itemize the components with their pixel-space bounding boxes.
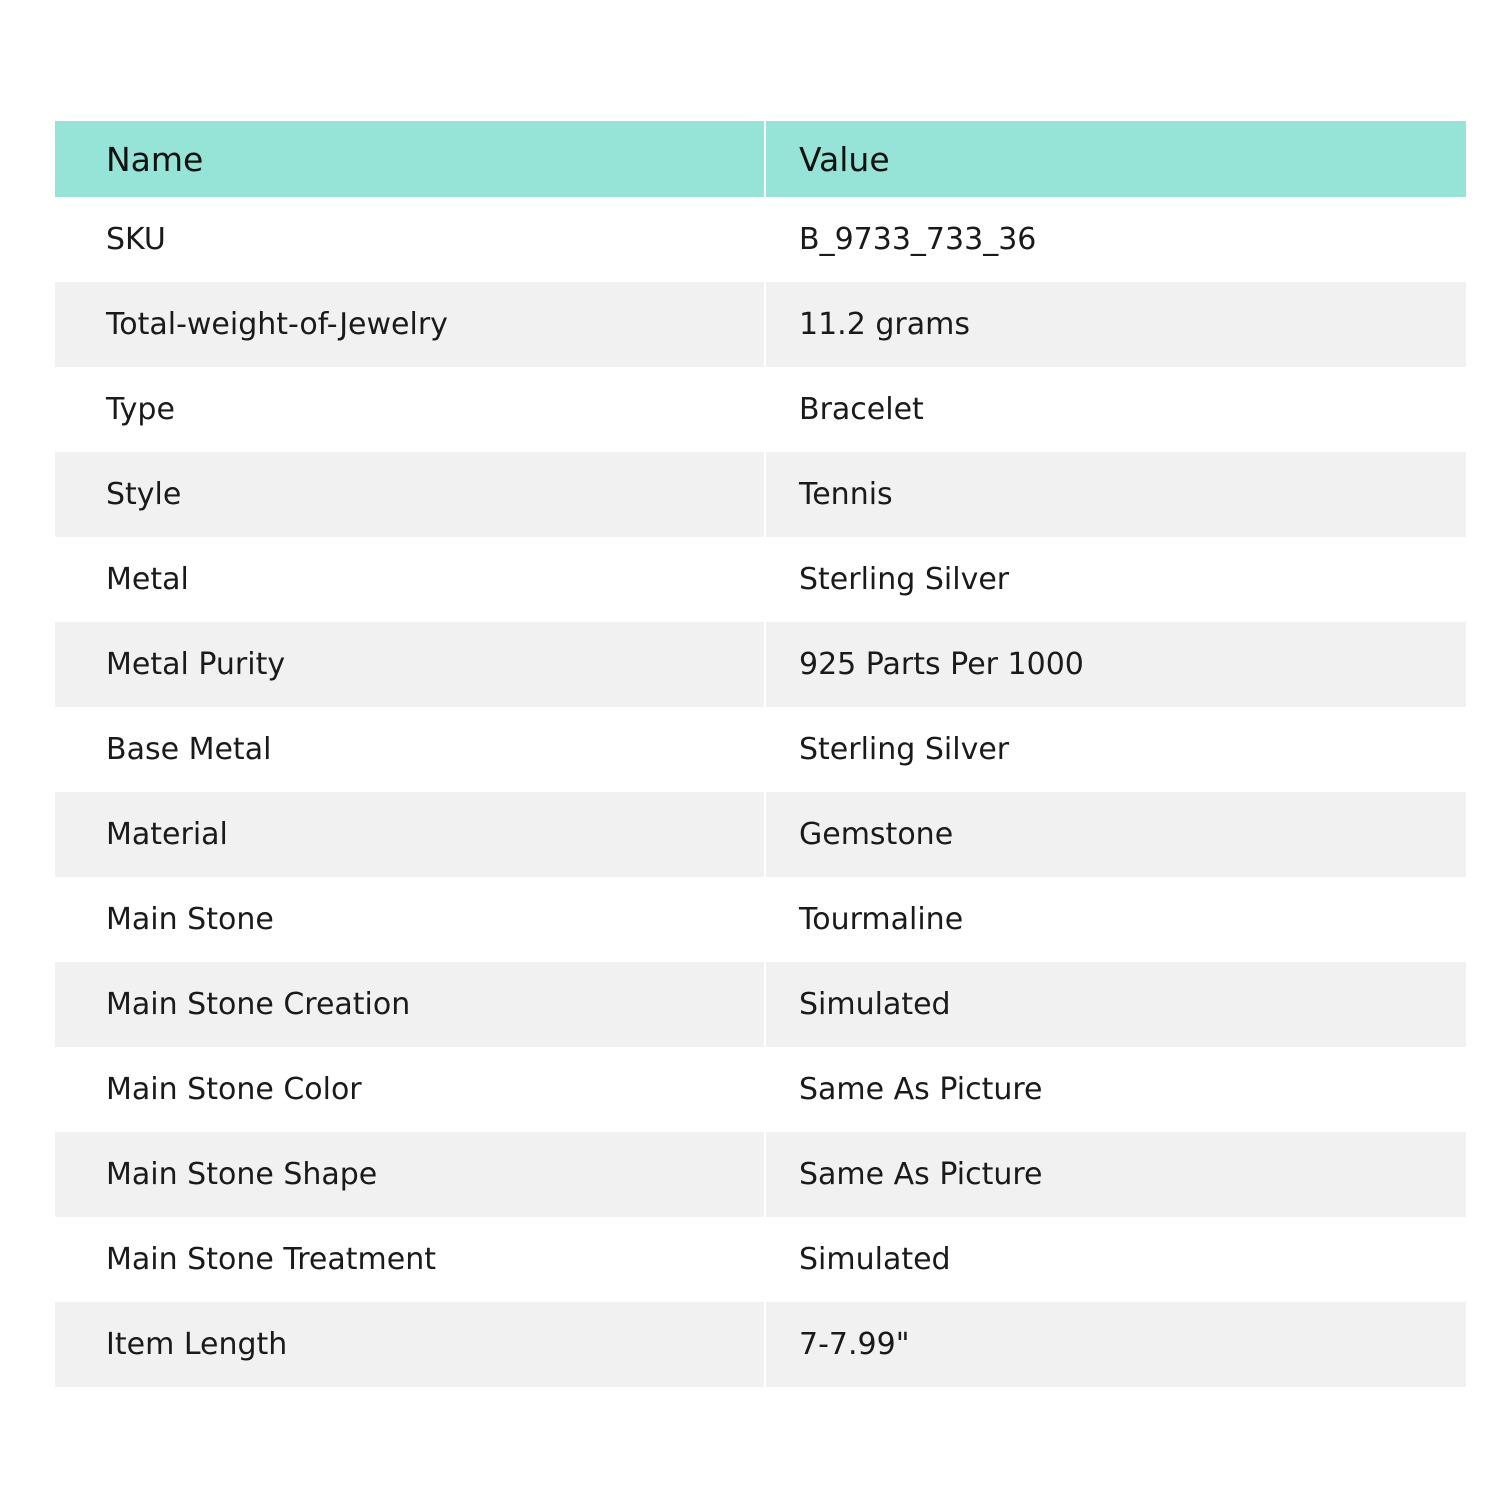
cell-name: Type xyxy=(55,367,766,452)
cell-value: Simulated xyxy=(799,1242,951,1277)
column-header-value: Value xyxy=(799,139,890,179)
table-row xyxy=(55,622,1466,707)
cell-name: Base Metal xyxy=(55,707,766,792)
table-header-row xyxy=(55,121,1466,197)
cell-value: 11.2 grams xyxy=(799,307,970,342)
cell-name: Metal xyxy=(55,537,766,622)
cell-value: Sterling Silver xyxy=(799,732,1010,767)
table-row xyxy=(55,1047,1466,1132)
cell-value: Sterling Silver xyxy=(799,562,1010,597)
cell-name: Total-weight-of-Jewelry xyxy=(55,282,766,367)
cell-name: SKU xyxy=(55,197,766,282)
table-row xyxy=(55,1217,1466,1302)
cell-value: Simulated xyxy=(799,987,951,1022)
cell-value: Gemstone xyxy=(799,817,954,852)
cell-name: Metal Purity xyxy=(55,622,766,707)
table-row xyxy=(55,367,1466,452)
cell-name: Item Length xyxy=(55,1302,766,1387)
cell-value: Bracelet xyxy=(799,392,924,427)
table-row xyxy=(55,537,1466,622)
table-body xyxy=(55,197,1466,1387)
table-row xyxy=(55,282,1466,367)
cell-name: Style xyxy=(55,452,766,537)
cell-value: Tourmaline xyxy=(799,902,964,937)
cell-name: Main Stone Creation xyxy=(55,962,766,1047)
specification-table xyxy=(55,121,1466,1387)
cell-value: 925 Parts Per 1000 xyxy=(799,647,1084,682)
cell-value: Tennis xyxy=(799,477,893,512)
table-row xyxy=(55,1302,1466,1387)
cell-name: Main Stone xyxy=(55,877,766,962)
cell-value: Same As Picture xyxy=(799,1157,1043,1192)
table-row xyxy=(55,792,1466,877)
cell-name: Main Stone Color xyxy=(55,1047,766,1132)
cell-name: Main Stone Treatment xyxy=(55,1217,766,1302)
cell-value: Same As Picture xyxy=(799,1072,1043,1107)
table-row xyxy=(55,197,1466,282)
cell-value: B_9733_733_36 xyxy=(799,222,1037,257)
cell-name: Main Stone Shape xyxy=(55,1132,766,1217)
table-row xyxy=(55,707,1466,792)
table-row xyxy=(55,962,1466,1047)
cell-value: 7-7.99" xyxy=(799,1327,910,1362)
cell-name: Material xyxy=(55,792,766,877)
table-row xyxy=(55,877,1466,962)
table-row xyxy=(55,1132,1466,1217)
column-header-name: Name xyxy=(55,121,766,197)
table-row xyxy=(55,452,1466,537)
